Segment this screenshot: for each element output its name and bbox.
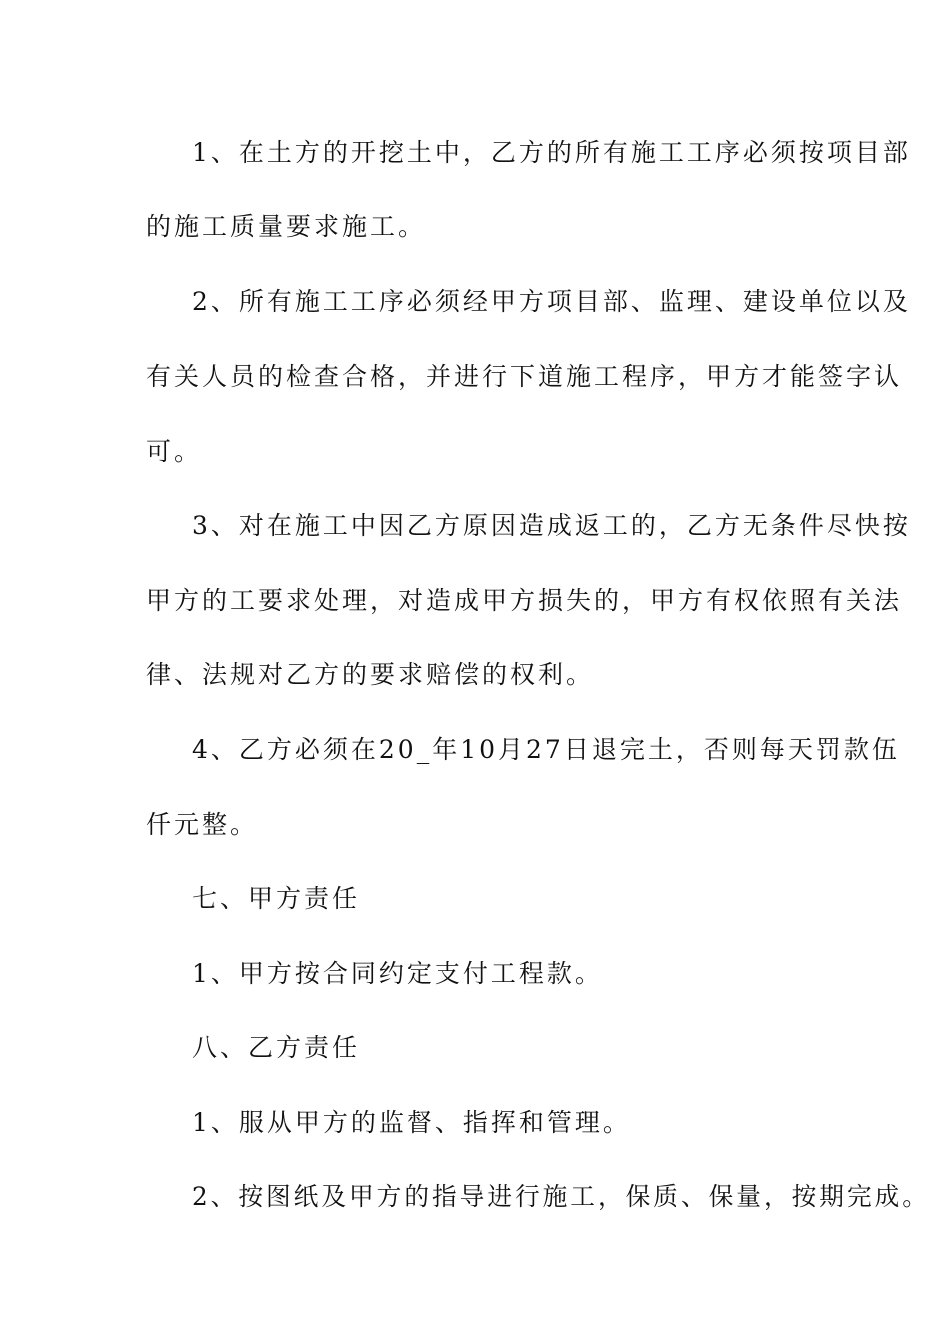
clause-1-line-2: 的施工质量要求施工。: [146, 212, 427, 241]
clause-2-line-3: 可。: [146, 437, 203, 466]
clause-2-line-2: 有关人员的检查合格，并进行下道施工程序，甲方才能签字认: [146, 362, 903, 391]
clause-3-line-3: 律、法规对乙方的要求赔偿的权利。: [146, 660, 595, 689]
clause-1-line-1: 1、在土方的开挖土中，乙方的所有施工工序必须按项目部: [192, 138, 911, 167]
section-heading-party-b: 八、乙方责任: [192, 1033, 361, 1062]
section-heading-party-a: 七、甲方责任: [192, 884, 361, 913]
clause-3-line-1: 3、对在施工中因乙方原因造成返工的，乙方无条件尽快按: [192, 511, 911, 540]
clause-2-line-1: 2、所有施工工序必须经甲方项目部、监理、建设单位以及: [192, 287, 911, 316]
party-a-clause-1: 1、甲方按合同约定支付工程款。: [192, 959, 603, 988]
party-b-clause-1: 1、服从甲方的监督、指挥和管理。: [192, 1108, 631, 1137]
clause-4-line-2: 仟元整。: [146, 810, 259, 839]
party-b-clause-2: 2、按图纸及甲方的指导进行施工，保质、保量，按期完成。: [192, 1182, 930, 1211]
clause-4-line-1: 4、乙方必须在20_年10月27日退完土，否则每天罚款伍: [192, 735, 900, 764]
clause-3-line-2: 甲方的工要求处理，对造成甲方损失的，甲方有权依照有关法: [146, 586, 903, 615]
